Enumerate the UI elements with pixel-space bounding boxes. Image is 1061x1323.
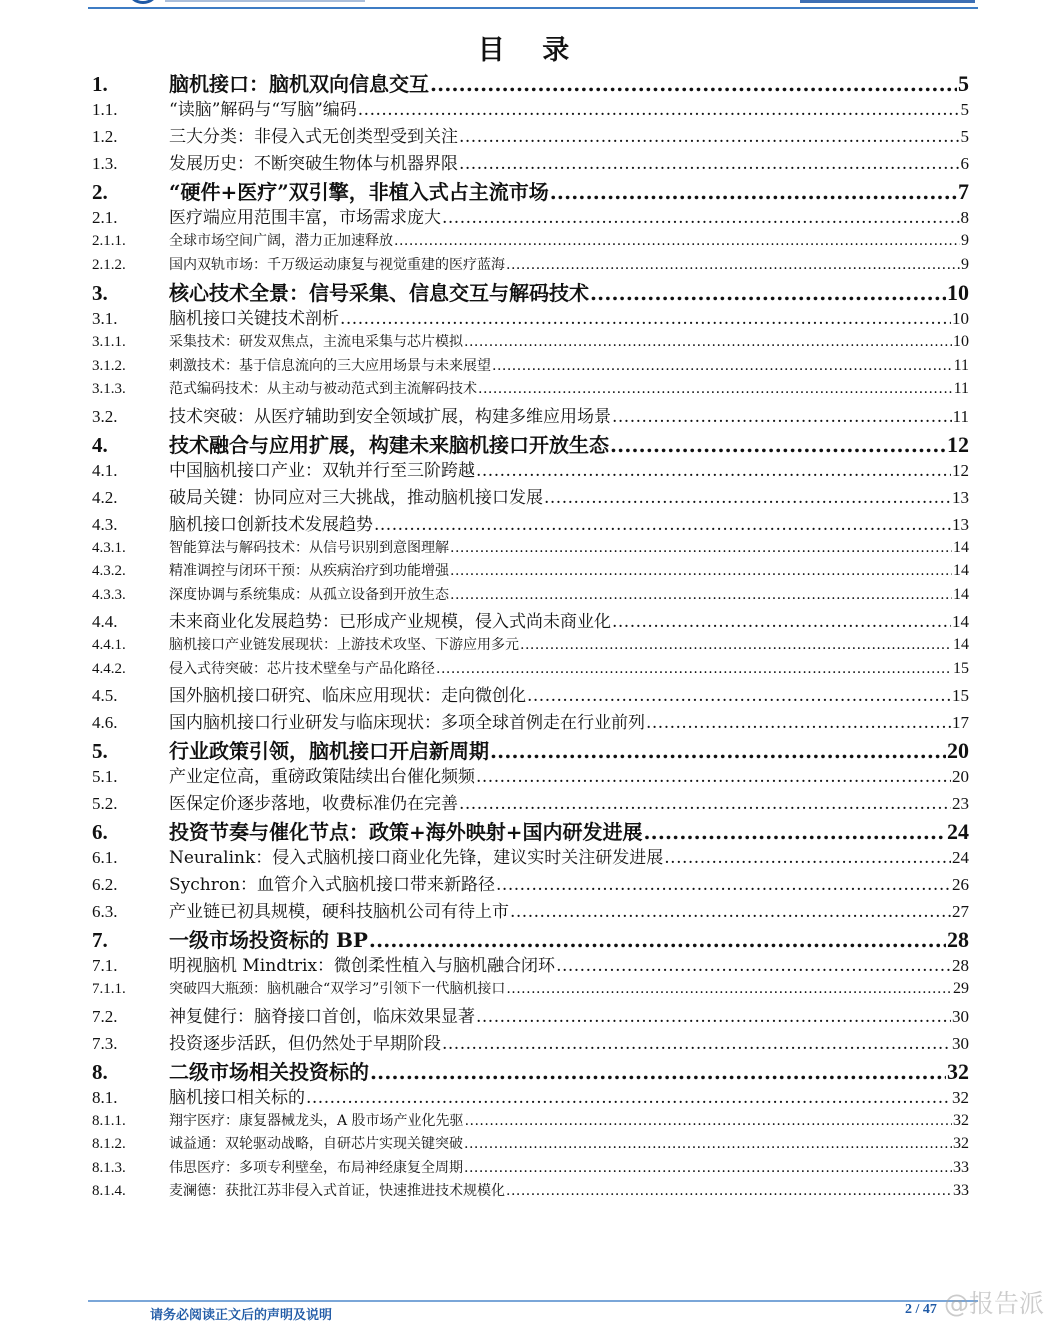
toc-entry-number: 3.1.2.	[92, 357, 126, 374]
header-rule	[88, 7, 978, 9]
toc-entry-number: 2.	[92, 180, 108, 204]
toc-entry-number: 6.3.	[92, 902, 118, 921]
toc-entry-label[interactable]: Sychron：血管介入式脑机接口带来新路径	[169, 875, 496, 895]
toc-entry-number: 4.3.	[92, 514, 118, 534]
toc-entry-label[interactable]: 医疗端应用范围丰富，市场需求庞大	[169, 208, 441, 228]
toc-entry-label[interactable]: 投资节奏与催化节点：政策+海外映射+国内研发进展	[169, 820, 643, 844]
dot-leader	[464, 1136, 952, 1152]
toc-entry-page[interactable]: 17	[952, 713, 969, 732]
toc-entry-number: 3.2.	[92, 406, 118, 426]
toc-entry-level-2[interactable]	[92, 203, 969, 230]
toc-entry-page[interactable]: 15	[952, 686, 969, 705]
toc-entry-number: 2.1.2.	[92, 256, 126, 273]
dot-leader	[450, 563, 952, 579]
toc-entry-label[interactable]: “读脑”解码与“写脑”编码	[169, 100, 357, 120]
toc-entry-number: 7.3.	[92, 1033, 118, 1053]
toc-entry-label[interactable]: 刺激技术：基于信息流向的三大应用场景与未来展望	[169, 357, 491, 374]
toc-entry-number: 4.3.2.	[92, 563, 126, 579]
toc-entry-page[interactable]: 26	[952, 875, 969, 894]
toc-entry-number: 8.	[92, 1059, 108, 1084]
dot-leader	[464, 334, 952, 350]
toc-entry-level-1[interactable]	[92, 924, 969, 951]
toc-entry-label[interactable]: 智能算法与解码技术：从信号识别到意图理解	[169, 539, 449, 556]
toc-entry-level-2[interactable]	[92, 456, 969, 483]
toc-entry-number: 4.2.	[92, 487, 118, 507]
toc-entry-level-3[interactable]	[92, 1180, 969, 1204]
dot-leader	[644, 820, 946, 844]
toc-entry-number: 4.5.	[92, 686, 118, 705]
dot-leader	[394, 233, 960, 249]
toc-entry-page[interactable]: 30	[952, 1033, 969, 1053]
toc-entry-level-2[interactable]	[92, 95, 969, 122]
toc-entry-label[interactable]: 技术突破：从医疗辅助到安全领域扩展，构建多维应用场景	[169, 406, 611, 427]
toc-entry-page[interactable]: 32	[947, 1058, 969, 1084]
dot-leader	[478, 381, 953, 397]
toc-entry-number: 2.1.	[92, 208, 118, 227]
toc-entry-number: 8.1.4.	[92, 1183, 126, 1199]
toc-entry-page[interactable]: 8	[960, 208, 969, 227]
toc-entry-label[interactable]: 脑机接口：脑机双向信息交互	[169, 72, 429, 96]
toc-entry-level-1[interactable]	[92, 735, 969, 762]
toc-entry-label[interactable]: 未来商业化发展趋势：已形成产业规模，侵入式尚未商业化	[169, 612, 611, 632]
toc-entry-page[interactable]: 10	[952, 309, 969, 328]
dot-leader	[306, 1088, 951, 1108]
toc-entry-page[interactable]: 12	[947, 431, 969, 457]
toc-entry-number: 5.2.	[92, 794, 118, 813]
toc-entry-level-3[interactable]	[92, 560, 969, 584]
toc-entry-label[interactable]: 脑机接口产业链发展现状：上游技术攻坚、下游应用多元	[169, 637, 519, 653]
toc-entry-level-3[interactable]	[92, 584, 969, 608]
toc-entry-level-2[interactable]	[92, 843, 969, 870]
toc-entry-page[interactable]: 6	[960, 154, 969, 173]
toc-entry-page[interactable]: 12	[952, 460, 969, 480]
toc-entry-label[interactable]: 一级市场投资标的 BP	[169, 928, 368, 952]
toc-entry-level-2[interactable]	[92, 1029, 969, 1056]
toc-entry-label[interactable]: 产业定位高，重磅政策陆续出台催化频频	[169, 767, 475, 787]
toc-entry-level-1[interactable]	[92, 1056, 969, 1083]
toc-entry-label[interactable]: 国内双轨市场：千万级运动康复与视觉重建的医疗蓝海	[169, 256, 505, 273]
toc-entry-number: 1.1.	[92, 100, 118, 119]
toc-entry-level-2[interactable]	[92, 304, 969, 331]
toc-entry-label[interactable]: 国内脑机接口行业研发与临床现状：多项全球首例走在行业前列	[169, 713, 645, 733]
toc-entry-page[interactable]: 20	[952, 767, 969, 786]
watermark: @报告派	[944, 1289, 1045, 1318]
dot-leader	[358, 100, 960, 120]
toc-entry-page[interactable]: 5	[958, 71, 969, 96]
toc-entry-label[interactable]: 翔宇医疗：康复器械龙头，A 股市场产业化先驱	[169, 1112, 464, 1129]
toc-entry-page[interactable]: 14	[953, 562, 969, 579]
toc-entry-level-3[interactable]	[92, 254, 969, 278]
dot-leader	[527, 686, 951, 706]
dot-leader	[496, 875, 951, 895]
toc-entry-number: 1.	[92, 72, 108, 96]
toc-entry-number: 3.	[92, 281, 108, 305]
toc-entry-page[interactable]: 27	[952, 902, 969, 921]
toc-entry-level-2[interactable]	[92, 951, 969, 978]
toc-entry-number: 5.	[92, 739, 108, 763]
toc-entry-number: 8.1.	[92, 1087, 118, 1107]
toc-entry-label[interactable]: 伟思医疗：多项专利壁垒，布局神经康复全周期	[169, 1159, 463, 1176]
toc-entry-label[interactable]: 精准调控与闭环干预：从疾病治疗到功能增强	[169, 563, 449, 579]
dot-leader	[369, 928, 946, 952]
dot-leader	[442, 1034, 951, 1054]
toc-entry-label[interactable]: 发展历史：不断突破生物体与机器界限	[169, 154, 458, 174]
toc-entry-level-2[interactable]	[92, 402, 969, 429]
toc-entry-label[interactable]: 神复健行：脑脊接口首创，临床效果显著	[169, 1006, 475, 1027]
toc-entry-label[interactable]: 范式编码技术：从主动与被动范式到主流解码技术	[169, 381, 477, 397]
dot-leader	[476, 461, 951, 481]
toc-entry-label[interactable]: 医保定价逐步落地，收费标准仍在完善	[169, 794, 458, 814]
toc-entry-label[interactable]: 国外脑机接口研究、临床应用现状：走向微创化	[169, 686, 526, 706]
toc-entry-level-2[interactable]	[92, 607, 969, 634]
toc-entry-page[interactable]: 9	[961, 255, 969, 273]
toc-entry-number: 4.6.	[92, 713, 118, 732]
dot-leader	[476, 767, 951, 787]
toc-entry-number: 7.1.1.	[92, 981, 126, 997]
toc-entry-level-2[interactable]	[92, 762, 969, 789]
toc-entry-level-1[interactable]	[92, 176, 969, 203]
toc-entry-level-2[interactable]	[92, 708, 969, 735]
toc-entry-page[interactable]: 23	[952, 794, 969, 813]
toc-entry-label[interactable]: 投资逐步活跃，但仍然处于早期阶段	[169, 1033, 441, 1054]
toc-entry-page[interactable]: 5	[960, 127, 969, 146]
toc-entry-label[interactable]: 脑机接口相关标的	[169, 1087, 305, 1108]
toc-entry-page[interactable]: 28	[947, 927, 969, 952]
dot-leader	[374, 515, 951, 535]
toc-entry-level-3[interactable]	[92, 978, 969, 1002]
toc-entry-label[interactable]: 脑机接口创新技术发展趋势	[169, 514, 373, 535]
dot-leader	[506, 1183, 952, 1199]
toc-entry-page[interactable]: 33	[953, 1158, 969, 1176]
dot-leader	[476, 1007, 951, 1027]
toc-entry-label[interactable]: 产业链已初具规模，硬科技脑机公司有待上市	[169, 902, 509, 922]
toc-entry-label[interactable]: 采集技术：研发双焦点，主流电采集与芯片模拟	[169, 334, 463, 350]
dot-leader	[442, 208, 960, 228]
toc-entry-label[interactable]: 三大分类：非侵入式无创类型受到关注	[169, 127, 458, 147]
toc-entry-level-3[interactable]	[92, 634, 969, 658]
toc-entry-number: 2.1.1.	[92, 233, 126, 249]
dot-leader	[450, 540, 952, 556]
page-indicator: 2 / 47	[905, 1302, 937, 1317]
toc-entry-number: 4.4.1.	[92, 637, 126, 653]
toc-entry-page[interactable]: 9	[961, 232, 969, 249]
toc-entry-number: 5.1.	[92, 767, 118, 786]
dot-leader	[340, 309, 951, 329]
toc-entry-number: 4.	[92, 432, 108, 457]
toc-entry-number: 3.1.1.	[92, 334, 126, 350]
dot-leader	[610, 433, 946, 457]
toc-entry-level-2[interactable]	[92, 789, 969, 816]
toc-entry-level-3[interactable]	[92, 378, 969, 402]
toc-entry-number: 4.1.	[92, 460, 118, 480]
toc-entry-number: 4.3.1.	[92, 539, 126, 556]
toc-entry-label[interactable]: 行业政策引领，脑机接口开启新周期	[169, 739, 489, 763]
toc-entry-level-1[interactable]	[92, 277, 969, 304]
dot-leader	[492, 358, 953, 374]
dot-leader	[612, 612, 951, 632]
toc-entry-page[interactable]: 15	[953, 659, 969, 677]
toc-entry-level-1[interactable]	[92, 68, 969, 95]
toc-entry-number: 1.2.	[92, 127, 118, 146]
toc-entry-level-2[interactable]	[92, 681, 969, 708]
toc-entry-page[interactable]: 11	[953, 356, 969, 374]
toc-entry-level-3[interactable]	[92, 1133, 969, 1157]
toc-entry-number: 1.3.	[92, 154, 118, 173]
toc-entry-page[interactable]: 32	[953, 1135, 969, 1152]
toc-entry-label[interactable]: 二级市场相关投资标的	[169, 1059, 369, 1084]
toc-entry-page[interactable]: 29	[953, 980, 969, 997]
toc-entry-label[interactable]: 中国脑机接口产业：双轨并行至三阶跨越	[169, 460, 475, 481]
toc-entry-page[interactable]: 24	[952, 848, 969, 867]
toc-entry-number: 7.2.	[92, 1006, 118, 1026]
dot-leader	[520, 637, 952, 653]
toc-entry-level-3[interactable]	[92, 331, 969, 355]
toc-entry-label[interactable]: “硬件+医疗”双引擎，非植入式占主流市场	[169, 180, 549, 204]
footer-disclaimer: 请务必阅读正文后的声明及说明	[150, 1308, 333, 1323]
toc-entry-page[interactable]: 14	[953, 636, 969, 653]
toc-entry-label[interactable]: 脑机接口关键技术剖析	[169, 309, 339, 329]
toc-entry-label[interactable]: 侵入式待突破：芯片技术壁垒与产品化路径	[169, 660, 435, 677]
toc-entry-level-3[interactable]	[92, 355, 969, 379]
toc-entry-page[interactable]: 10	[953, 333, 969, 350]
toc-entry-level-2[interactable]	[92, 1002, 969, 1029]
toc-entry-label[interactable]: 明视脑机 Mindtrix：微创柔性植入与脑机融合闭环	[169, 956, 556, 976]
toc-entry-label[interactable]: 破局关键：协同应对三大挑战，推动脑机接口发展	[169, 487, 543, 508]
dot-leader	[370, 1060, 946, 1084]
toc-entry-level-3[interactable]	[92, 230, 969, 254]
toc-entry-level-2[interactable]	[92, 1083, 969, 1110]
toc-entry-page[interactable]: 30	[952, 1006, 969, 1026]
toc-entry-number: 4.4.	[92, 612, 118, 631]
toc-entry-page[interactable]: 14	[953, 585, 969, 603]
toc-entry-level-2[interactable]	[92, 483, 969, 510]
toc-entry-page[interactable]: 33	[953, 1182, 969, 1199]
dot-leader	[459, 794, 951, 814]
table-of-contents	[92, 68, 969, 1204]
toc-entry-number: 4.4.2.	[92, 660, 126, 677]
toc-entry-number: 7.1.	[92, 956, 118, 975]
dot-leader	[506, 257, 960, 273]
toc-entry-number: 8.1.3.	[92, 1159, 126, 1176]
toc-entry-label[interactable]: 突破四大瓶颈：脑机融合“双学习”引领下一代脑机接口	[169, 981, 506, 997]
header-clipped-text	[165, 0, 365, 2]
toc-entry-page[interactable]: 24	[947, 819, 969, 844]
header-clipped-text-right	[800, 0, 975, 3]
toc-entry-number: 3.1.	[92, 309, 118, 328]
toc-entry-number: 6.1.	[92, 848, 118, 867]
toc-entry-label[interactable]: 技术融合与应用扩展，构建未来脑机接口开放生态	[169, 432, 609, 457]
dot-leader	[436, 661, 952, 677]
toc-entry-page[interactable]: 14	[952, 612, 969, 631]
dot-leader	[612, 407, 952, 427]
toc-entry-level-2[interactable]	[92, 870, 969, 897]
toc-entry-level-3[interactable]	[92, 1110, 969, 1134]
dot-leader	[544, 488, 951, 508]
toc-entry-level-1[interactable]	[92, 429, 969, 456]
dot-leader	[646, 713, 951, 733]
dot-leader	[459, 154, 960, 174]
toc-entry-level-2[interactable]	[92, 122, 969, 149]
toc-entry-number: 4.3.3.	[92, 586, 126, 603]
toc-entry-label[interactable]: 全球市场空间广阔，潜力正加速释放	[169, 233, 393, 249]
toc-entry-number: 6.	[92, 820, 108, 844]
toc-entry-page[interactable]: 32	[952, 1087, 969, 1107]
dot-leader	[590, 281, 946, 305]
dot-leader	[464, 1160, 952, 1176]
dot-leader	[465, 1113, 952, 1129]
toc-entry-page[interactable]: 14	[953, 538, 969, 556]
toc-entry-number: 3.1.3.	[92, 381, 126, 397]
dot-leader	[556, 956, 951, 976]
toc-entry-label[interactable]: 诚益通：双轮驱动战略，自研芯片实现关键突破	[169, 1136, 463, 1152]
logo-icon	[128, 0, 158, 4]
dot-leader	[459, 127, 960, 147]
toc-entry-level-3[interactable]	[92, 1157, 969, 1181]
toc-entry-level-3[interactable]	[92, 537, 969, 561]
toc-entry-label[interactable]: 麦澜德：获批江苏非侵入式首证，快速推进技术规模化	[169, 1183, 505, 1199]
dot-leader	[430, 72, 957, 96]
toc-entry-level-3[interactable]	[92, 658, 969, 682]
dot-leader	[664, 848, 951, 868]
toc-entry-level-1[interactable]	[92, 816, 969, 843]
dot-leader	[506, 981, 952, 997]
toc-entry-page[interactable]: 20	[947, 738, 969, 763]
toc-entry-page[interactable]: 28	[952, 956, 969, 975]
toc-entry-page[interactable]: 11	[952, 406, 969, 426]
toc-entry-level-2[interactable]	[92, 897, 969, 924]
toc-entry-page[interactable]: 13	[952, 514, 969, 534]
toc-entry-page[interactable]: 5	[960, 100, 969, 119]
toc-entry-page[interactable]: 32	[953, 1111, 969, 1129]
toc-entry-number: 6.2.	[92, 875, 118, 894]
dot-leader	[510, 902, 951, 922]
toc-entry-page[interactable]: 13	[952, 487, 969, 507]
toc-entry-label[interactable]: 核心技术全景：信号采集、信息交互与解码技术	[169, 281, 589, 305]
toc-entry-level-2[interactable]	[92, 149, 969, 176]
toc-entry-number: 7.	[92, 928, 108, 952]
toc-entry-page[interactable]: 11	[953, 380, 969, 397]
toc-entry-page[interactable]: 7	[958, 179, 969, 204]
toc-entry-level-2[interactable]	[92, 510, 969, 537]
toc-entry-number: 8.1.2.	[92, 1136, 126, 1152]
dot-leader	[450, 587, 952, 603]
toc-entry-number: 8.1.1.	[92, 1112, 126, 1129]
dot-leader	[550, 180, 957, 204]
toc-title: 目 录	[477, 35, 584, 66]
toc-entry-label[interactable]: 深度协调与系统集成：从孤立设备到开放生态	[169, 586, 449, 603]
footer-rule	[88, 1300, 978, 1302]
dot-leader	[490, 739, 946, 763]
toc-entry-label[interactable]: Neuralink：侵入式脑机接口商业化先锋，建议实时关注研发进展	[169, 848, 664, 868]
toc-entry-page[interactable]: 10	[947, 280, 969, 305]
